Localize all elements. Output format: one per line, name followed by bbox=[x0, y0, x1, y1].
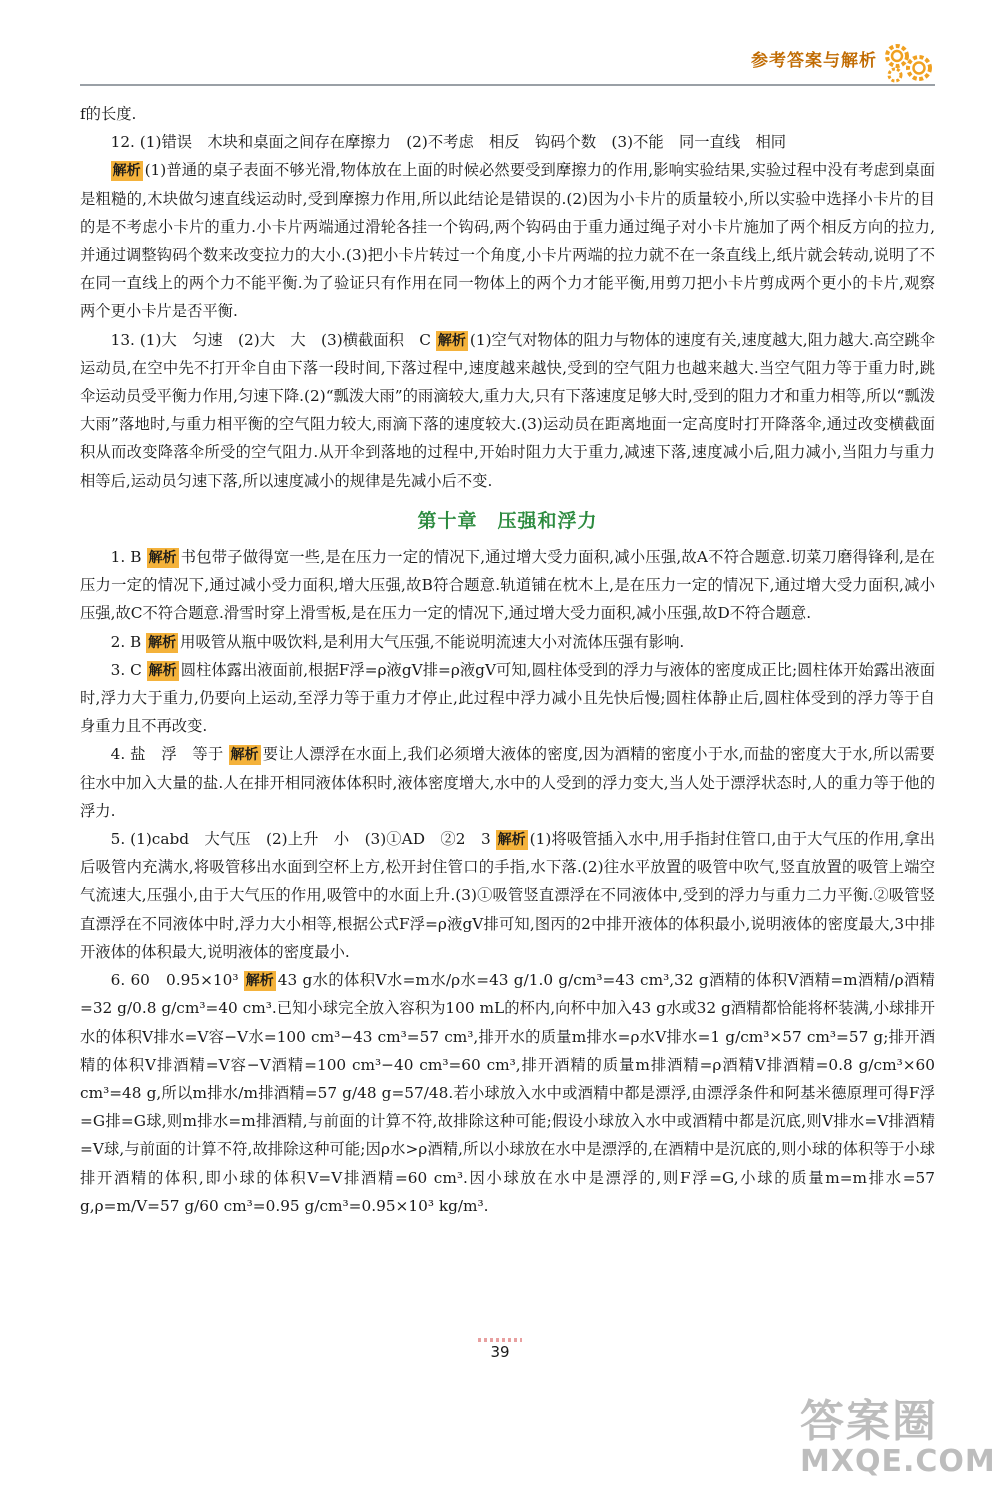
page-number: 39 bbox=[490, 1343, 510, 1361]
question-1 bbox=[80, 543, 935, 628]
analysis-tag: 解析 bbox=[437, 332, 466, 349]
answer-text: 3. C bbox=[110, 660, 142, 679]
analysis-tag: 解析 bbox=[148, 550, 177, 567]
page-number-decoration bbox=[478, 1338, 522, 1342]
analysis-tag: 解析 bbox=[112, 163, 141, 180]
answer-text: 2. B bbox=[110, 632, 142, 651]
continuation-line: f的长度. bbox=[80, 105, 137, 123]
analysis-tag: 解析 bbox=[148, 662, 177, 679]
watermark bbox=[800, 1396, 996, 1480]
watermark-line2: MXQE.COM bbox=[800, 1444, 996, 1479]
analysis-12-text: (1)普通的桌子表面不够光滑,物体放在上面的时候必然要受到摩擦力的作用,影响实验结果,实验过程中没有考虑到桌面是粗糙的,木块做匀速直线运动时,受到摩擦力作用,所以此结论是错误的.(2)因为小卡片的质量较小,所以实验中选择小卡片的目的是不考虑小卡片的重力.小卡片两端通过滑轮各挂一个钩码,两个钩码由于重力通过绳子对小卡片施加了两个相反方向的拉力,并通过调整钩码个数来改变拉力的大小.(3)把小卡片转过一个角度,小卡片两端的拉力就不在一条直线上,纸片就会转动,说明了不在同一直线上的两个力不能平衡.为了验证只有作用在同一物体上的两个力才能平衡,用剪刀把小卡片剪成两个更小的卡片,观察两个更小卡片是否平衡. bbox=[80, 161, 935, 321]
analysis-tag: 解析 bbox=[148, 634, 177, 651]
question-3 bbox=[80, 656, 935, 741]
analysis-12 bbox=[80, 156, 935, 325]
analysis-text: 43 g水的体积V水=m水/ρ水=43 g/1.0 g/cm³=43 cm³,32 g酒精的体积V酒精=m酒精/ρ酒精=32 g/0.8 g/cm³=40 cm³.已知小球完全放入容积为100 mL的杯内,向杯中加入43 g水或32 g酒精都恰能将杯装满,小球排开水的体积V排水=V容−V水=100 cm³−43 cm³=57 cm³,排开水的质量m排水=ρ水V排水=1 g/cm³×57 cm³=57 g;排开酒精的体积V排酒精=V容−V酒精=100 cm³−40 cm³=60 cm³,排开酒精的质量m排酒精=ρ酒精V排酒精=0.8 g/cm³×60 cm³=48 g,所以m排水/m排酒精=57 g/48 g=57/48.若小球放入水中或酒精中都是漂浮,由漂浮条件和阿基米德原理可得F浮=G排=G球,则m排水=m排酒精,与前面的计算不符,故排除这种可能;假设小球放入水中或酒精中都是沉底,则V排水=V排酒精=V球,与前面的计算不符,故排除这种可能;因ρ水>ρ酒精,所以小球放在水中是漂浮的,在酒精中是沉底的,则小球的体积等于小球排开酒精的体积,即小球的体积V=V排酒精=60 cm³.因小球放在水中是漂浮的,则F浮=G,小球的质量m=m排水=57 g,ρ=m/V=57 g/60 cm³=0.95 g/cm³=0.95×10³ kg/m³. bbox=[80, 971, 935, 1215]
answer-text: 6. 60 0.95×10³ bbox=[110, 971, 239, 990]
analysis-text: 圆柱体露出液面前,根据F浮=ρ液gV排=ρ液gV可知,圆柱体受到的浮力与液体的密度成正比;圆柱体开始露出液面时,浮力大于重力,仍要向上运动,至浮力等于重力才停止,此过程中浮力减小且先快后慢;圆柱体静止后,圆柱体受到的浮力等于自身重力且不再改变. bbox=[80, 660, 935, 736]
analysis-text: 要让人漂浮在水面上,我们必须增大液体的密度,因为酒精的密度小于水,而盐的密度大于水,所以需要往水中加入大量的盐.人在排开相同液体体积时,液体密度增大,水中的人受到的浮力变大,当人处于漂浮状态时,人的重力等于他的浮力. bbox=[80, 745, 935, 820]
answer-12: 12. (1)错误 木块和桌面之间存在摩擦力 (2)不考虑 相反 钩码个数 (3)不能 同一直线 相同 bbox=[110, 133, 787, 152]
chapter-title: 第十章 压强和浮力 bbox=[417, 509, 598, 532]
analysis-tag: 解析 bbox=[245, 973, 274, 990]
question-2 bbox=[80, 628, 935, 656]
analysis-text: 书包带子做得宽一些,是在压力一定的情况下,通过增大受力面积,减小压强,故A不符合题意.切菜刀磨得锋利,是在压力一定的情况下,通过减小受力面积,增大压强,故B符合题意.轨道铺在枕木上,是在压力一定的情况下,通过增大受力面积,减小压强,故C不符合题意.滑雪时穿上滑雪板,是在压力一定的情况下,通过增大受力面积,减小压强,故D不符合题意. bbox=[80, 548, 935, 623]
answer-13 bbox=[80, 326, 935, 495]
watermark-line1: 答案圈 bbox=[800, 1396, 938, 1447]
answer-text: 4. 盐 浮 等于 bbox=[110, 745, 224, 764]
answer-content bbox=[80, 100, 935, 1220]
header-title: 参考答案与解析 bbox=[751, 51, 877, 71]
gears-icon bbox=[881, 40, 935, 84]
question-6 bbox=[80, 966, 935, 1220]
answer-text: 5. (1)cabd 大气压 (2)上升 小 (3)①AD ②2 3 bbox=[110, 830, 491, 849]
page-header bbox=[80, 40, 935, 86]
analysis-13-text: (1)空气对物体的阻力与物体的速度有关,速度越大,阻力越大.高空跳伞运动员,在空中先不打开伞自由下落一段时间,下落过程中,速度越来越快,受到的空气阻力也越来越大.当空气阻力等于重力时,跳伞运动员受平衡力作用,匀速下降.(2)“瓢泼大雨”的雨滴较大,重力大,只有下落速度足够大时,受到的阻力才和重力相等,所以“瓢泼大雨”落地时,与重力相平衡的空气阻力较大,雨滴下落的速度较大.(3)运动员在距离地面一定高度时打开降落伞,通过改变横截面积从而改变降落伞所受的空气阻力.从开伞到落地的过程中,开始时阻力大于重力,减速下落,速度减小后,阻力减小,当阻力与重力相等后,运动员匀速下落,所以速度减小的规律是先减小后不变. bbox=[80, 330, 935, 490]
analysis-tag: 解析 bbox=[497, 832, 526, 849]
question-5 bbox=[80, 825, 935, 966]
analysis-text: (1)将吸管插入水中,用手指封住管口,由于大气压的作用,拿出后吸管内充满水,将吸管移出水面到空杯上方,松开封住管口的手指,水下落.(2)往水平放置的吸管中吹气,竖直放置的吸管上端空气流速大,压强小,由于大气压的作用,吸管中的水面上升.(3)①吸管竖直漂浮在不同液体中,受到的浮力与重力二力平衡.②吸管竖直漂浮在不同液体中时,浮力大小相等,根据公式F浮=ρ液gV排可知,图丙的2中排开液体的体积最小,说明液体的密度最大,3中排开液体的体积最大,说明液体的密度最小. bbox=[80, 830, 935, 961]
analysis-text: 用吸管从瓶中吸饮料,是利用大气压强,不能说明流速大小对流体压强有影响. bbox=[180, 632, 685, 651]
question-4 bbox=[80, 740, 935, 825]
answer-13-text: 13. (1)大 匀速 (2)大 大 (3)横截面积 C bbox=[110, 330, 431, 349]
analysis-tag: 解析 bbox=[230, 747, 259, 764]
answer-text: 1. B bbox=[110, 548, 142, 567]
